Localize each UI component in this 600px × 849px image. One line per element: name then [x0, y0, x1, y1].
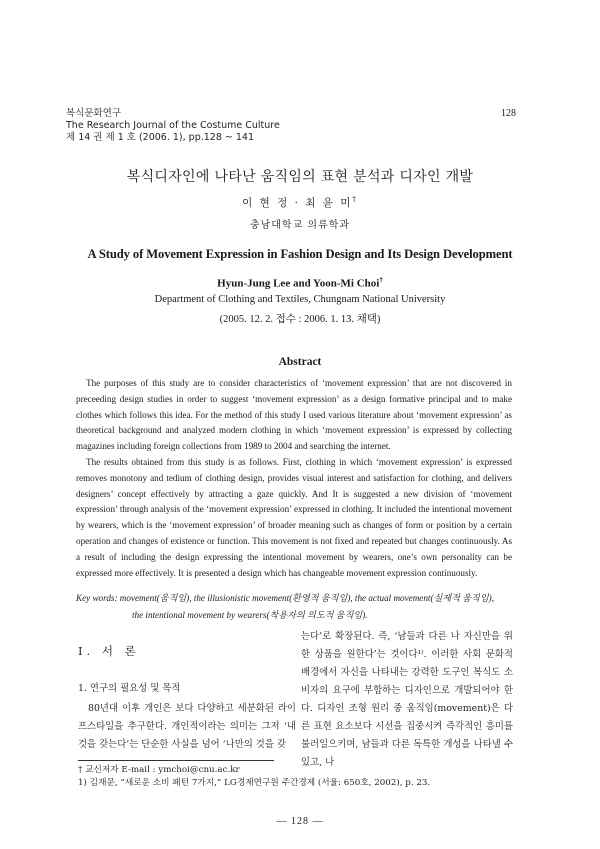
body-paragraph-left: 80년대 이후 개인은 보다 다양하고 세분화된 라이프스타일을 추구한다. 개인적이라는 의미는 그저 ‘내 것을 갖는다’는 단순한 사실을 넘어 ‘나만의 것을 갖 — [78, 703, 296, 750]
corresponding-mark-en: † — [379, 276, 383, 284]
received-accepted-dates: (2005. 12. 2. 접수 : 2006. 1. 13. 채택) — [219, 314, 381, 325]
abstract-paragraph-2: The results obtained from this study is as follows. First, clothing in which ‘movement expression’ is expressed removes monotony and tedium of clothing design, provides visual interest and satisfaction for clothing, and delivers designers’ concept effectively by attracting a gaze quickly. And It is suggested a new division of ‘movement expression’ through analysis of the ‘movement expression’ expressed in clothing. It included the intentional movement by wearers, which is the ‘movement expression’ of broader meaning such as changes of form or position by a certain operation and changes of existence or function. This movement is not fixed and repeated but changes continuously. As a result of including the design expressing the intentional movement by wearers, one’s own personality can be expressed more effectively. It is presented a design which has changeable movement expression continuously. — [76, 456, 512, 578]
department-english: Department of Clothing and Textiles, Chungnam National University — [154, 294, 446, 305]
title-english: A Study of Movement Expression in Fashion Design and Its Design Development — [87, 247, 513, 261]
body-paragraph-right: 는다’로 확장된다. 즉, ‘남들과 다른 나 자신만을 위한 상품을 원한다’는 것이다¹⁾. 이러한 사회 문화적 배경에서 자신을 나타내는 강력한 도구인 복식도 소비자의 요구에 부합하는 디자인으로 개발되어야 한다. 디자인 조형 원리 중 움직임(movement)은 다른 표현 요소보다 시선을 집중시켜 즉각적인 흥미를 불러일으키며, 남들과 다른 독특한 개성을 나타낼 수 있고, 나 — [301, 631, 513, 768]
keywords-line-1: Key words: movement(움직임), the illusionistic movement(환영적 움직임), the actual movement(실제적 움직임), — [76, 593, 494, 603]
journal-header — [66, 108, 280, 144]
authors-korean-names: 이 현 정 · 최 윤 미 — [242, 197, 353, 209]
authors-english-names: Hyun-Jung Lee and Yoon-Mi Choi — [217, 277, 380, 290]
journal-name-kr: 복식문화연구 — [66, 108, 122, 119]
abstract-body — [76, 376, 512, 581]
title-korean: 복식디자인에 나타난 움직임의 표현 분석과 디자인 개발 — [126, 169, 474, 185]
footnotes — [78, 764, 430, 790]
authors-korean — [0, 195, 600, 210]
authors-english — [0, 276, 600, 290]
keywords-line-2: the intentional movement by wearers(착용자의 의도적 움직임). — [132, 610, 368, 620]
keywords — [76, 590, 512, 624]
footnote-1: 1) 김재문, “새로운 소비 패턴 7가지,” LG경제연구원 주간경제 (서울: 650호, 2002), p. 23. — [78, 778, 431, 788]
page-number-top: 128 — [501, 108, 516, 119]
page-footer: — 128 — — [276, 816, 324, 827]
journal-name-en: The Research Journal of the Costume Culture — [66, 120, 280, 131]
affiliation-korean: 충남대학교 의류학과 — [249, 220, 351, 231]
footnote-rule — [78, 760, 274, 761]
abstract-heading: Abstract — [278, 356, 322, 368]
body-right-column — [301, 628, 513, 772]
journal-volume: 제 14 권 제 1 호 (2006. 1), pp.128 ~ 141 — [66, 132, 255, 143]
corresponding-mark: † — [352, 195, 358, 204]
subsection-title: 1. 연구의 필요성 및 목적 — [78, 683, 181, 694]
footnote-corresponding: † 교신저자 E-mail : ymchoi@cnu.ac.kr — [78, 765, 240, 775]
body-left-column — [78, 630, 296, 754]
section-title: I. 서 론 — [78, 644, 140, 658]
abstract-paragraph-1: The purposes of this study are to consider characteristics of ‘movement expression’ that are not discovered in preceeding design studies in order to suggest ‘movement expression’ as a design formative principal and to make clothes which follows this idea. For the method of this study I used various literature about ‘movement expression’ as theoretical background and analyzed modern clothing in which ‘movement expression’ is expressed by collecting magazines including foreign collections from 1989 to 2004 and searching the internet. — [76, 378, 512, 452]
